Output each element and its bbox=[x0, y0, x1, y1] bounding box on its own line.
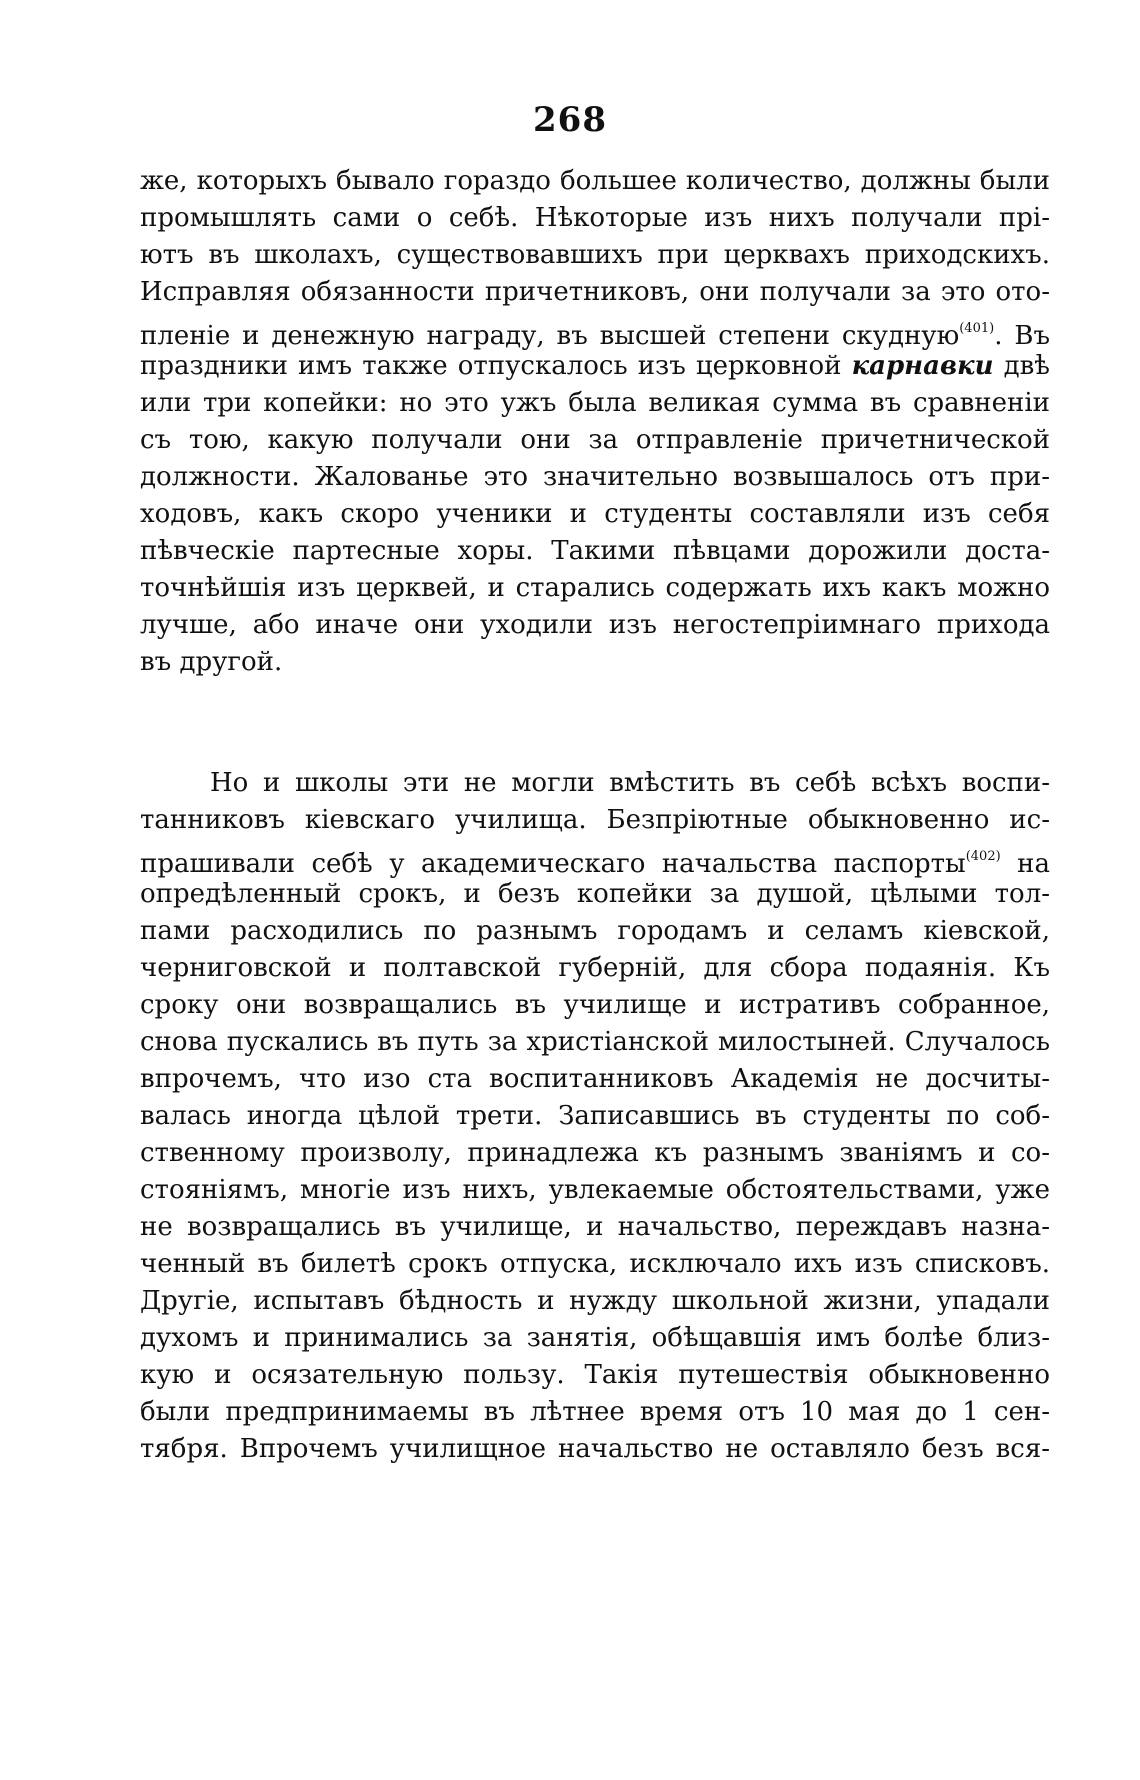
line-text: двѣ bbox=[993, 351, 1050, 381]
text-line: были предпринимаемы въ лѣтнее время отъ 10 мая до 1 сен- bbox=[140, 1397, 1050, 1427]
line-text: праздники имъ также отпускалось изъ церковной bbox=[140, 351, 852, 381]
text-line: ютъ въ школахъ, существовавшихъ при церквахъ приходскихъ. bbox=[140, 240, 1050, 270]
text-line: опредѣленный срокъ, и безъ копейки за душой, цѣлыми тол- bbox=[140, 879, 1050, 909]
text-line: духомъ и принимались за занятія, обѣщавшія имъ болѣе близ- bbox=[140, 1323, 1050, 1353]
text-line: съ тою, какую получали они за отправленіе причетнической bbox=[140, 425, 1050, 455]
text-line: въ другой. bbox=[140, 647, 283, 677]
text-line: промышлять сами о себѣ. Нѣкоторые изъ нихъ получали прі- bbox=[140, 203, 1050, 233]
line-text: пленіе и денежную награду, въ высшей степени скудную bbox=[140, 321, 960, 351]
text-line: ственному произволу, принадлежа къ разнымъ званіямъ и со- bbox=[140, 1138, 1050, 1168]
text-line: лучше, або иначе они уходили изъ негостепріимнаго прихода bbox=[140, 610, 1050, 640]
text-line: сроку они возвращались въ училище и истративъ собранное, bbox=[140, 990, 1050, 1020]
text-line: ченный въ билетѣ срокъ отпуска, исключало ихъ изъ списковъ. bbox=[140, 1249, 1050, 1279]
page-number: 268 bbox=[533, 100, 607, 140]
line-text: . Въ bbox=[994, 321, 1050, 351]
text-line bbox=[140, 345, 1050, 387]
text-line: впрочемъ, что изо ста воспитанниковъ Академія не досчиты- bbox=[140, 1064, 1050, 1094]
text-line: черниговской и полтавской губерній, для сбора подаянія. Къ bbox=[140, 953, 1050, 983]
footnote-ref: (401) bbox=[959, 321, 995, 336]
text-line: Исправляя обязанности причетниковъ, они получали за это ото- bbox=[140, 277, 1050, 307]
text-line: точнѣйшія изъ церквей, и старались содержать ихъ какъ можно bbox=[140, 573, 1050, 603]
line-text: прашивали себѣ у академическаго начальства паспорты bbox=[140, 849, 966, 879]
text-line: пами расходились по разнымъ городамъ и селамъ кіевской, bbox=[140, 916, 1050, 946]
text-line: валась иногда цѣлой трети. Записавшись въ студенты по соб- bbox=[140, 1101, 1050, 1131]
text-line: кую и осязательную пользу. Такія путешествія обыкновенно bbox=[140, 1360, 1050, 1390]
text-line: пѣвческіе партесные хоры. Такими пѣвцами дорожили доста- bbox=[140, 536, 1050, 566]
text-line: ходовъ, какъ скоро ученики и студенты составляли изъ себя bbox=[140, 499, 1050, 529]
footnote-ref: (402) bbox=[965, 849, 1001, 864]
text-line: должности. Жалованье это значительно возвышалось отъ при- bbox=[140, 462, 1050, 492]
text-line: Но и школы эти не могли вмѣстить въ себѣ всѣхъ воспи- bbox=[210, 768, 1050, 798]
text-line: снова пускались въ путь за христіанской милостыней. Случалось bbox=[140, 1027, 1050, 1057]
text-line: танниковъ кіевскаго училища. Безпріютные обыкновенно ис- bbox=[140, 805, 1050, 835]
text-line: стояніямъ, многіе изъ нихъ, увлекаемые обстоятельствами, уже bbox=[140, 1175, 1050, 1205]
text-line: не возвращались въ училище, и начальство, переждавъ назна- bbox=[140, 1212, 1050, 1242]
text-line bbox=[140, 308, 1050, 350]
text-line bbox=[140, 836, 1050, 878]
text-line: или три копейки: но это ужъ была великая сумма въ сравненіи bbox=[140, 388, 1050, 418]
emphasized-word: карнавки bbox=[851, 351, 994, 381]
text-line: Другіе, испытавъ бѣдность и нужду школьной жизни, упадали bbox=[140, 1286, 1050, 1316]
line-text: на bbox=[1000, 849, 1050, 879]
text-line: тября. Впрочемъ училищное начальство не оставляло безъ вся- bbox=[140, 1434, 1050, 1464]
text-line: же, которыхъ бывало гораздо большее количество, должны были bbox=[140, 166, 1050, 196]
